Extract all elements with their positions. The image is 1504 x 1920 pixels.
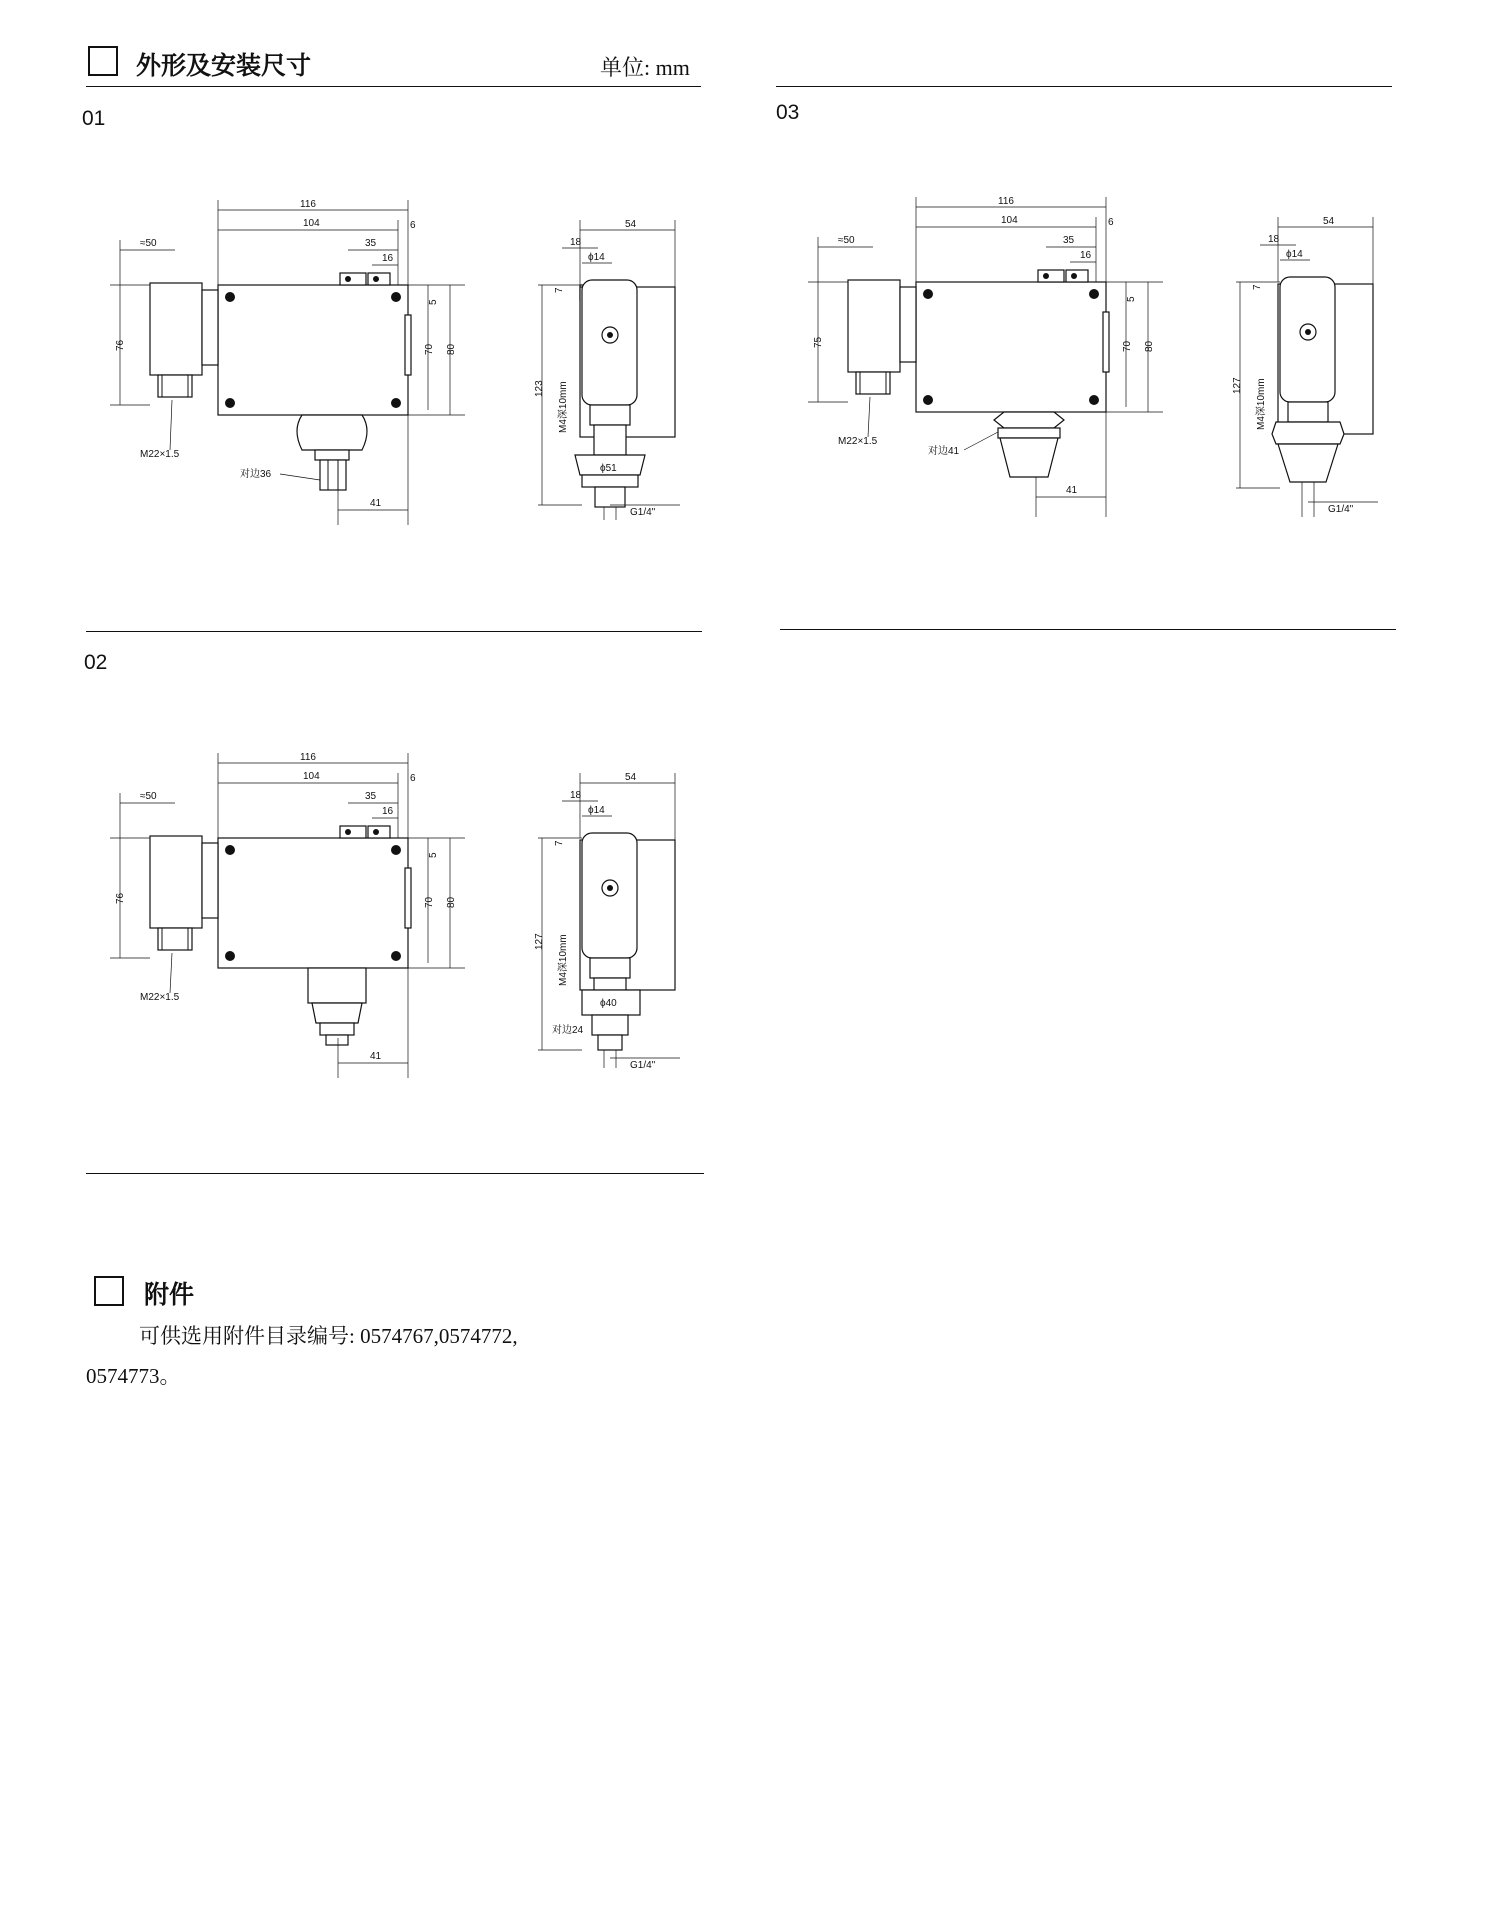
dim-7: 7 bbox=[554, 840, 565, 846]
section-checkbox bbox=[88, 46, 118, 76]
dim-18: 18 bbox=[570, 237, 582, 248]
dim-d14: ϕ14 bbox=[588, 805, 605, 816]
dim-41: 41 bbox=[370, 498, 382, 509]
dim-50: ≈50 bbox=[140, 791, 157, 802]
rule-01-bottom bbox=[86, 631, 702, 632]
accessories-line-1: 可供选用附件目录编号: 0574767,0574772, bbox=[139, 1324, 518, 1348]
dim-m4: M4深10mm bbox=[558, 934, 569, 986]
dim-116: 116 bbox=[300, 199, 316, 210]
dim-80: 80 bbox=[446, 896, 457, 908]
thread-label: M22×1.5 bbox=[838, 436, 878, 447]
dim-70: 70 bbox=[1122, 340, 1133, 352]
dim-127: 127 bbox=[1232, 377, 1243, 394]
dim-6: 6 bbox=[410, 773, 416, 784]
dim-70: 70 bbox=[424, 896, 435, 908]
dim-35: 35 bbox=[365, 238, 377, 249]
dim-m4: M4深10mm bbox=[558, 381, 569, 433]
dim-123: 123 bbox=[534, 380, 545, 397]
dim-g: G1/4" bbox=[1328, 504, 1354, 515]
dim-6: 6 bbox=[1108, 217, 1114, 228]
drawing-01-side-view bbox=[530, 215, 710, 535]
drawing-03-side-view bbox=[1228, 212, 1408, 532]
hex-label: 对边24 bbox=[552, 1025, 584, 1036]
dim-127: 127 bbox=[534, 933, 545, 950]
drawing-01-front-view bbox=[110, 195, 480, 535]
dim-16: 16 bbox=[1080, 250, 1092, 261]
accessories-checkbox bbox=[94, 1276, 124, 1306]
drawing-label-01: 01 bbox=[82, 107, 106, 130]
dim-18: 18 bbox=[1268, 234, 1280, 245]
hex-label: 对边36 bbox=[240, 469, 272, 480]
dim-70: 70 bbox=[424, 343, 435, 355]
drawing-label-02: 02 bbox=[84, 651, 108, 674]
dim-6: 6 bbox=[410, 220, 416, 231]
drawing-02-side-view bbox=[530, 768, 710, 1088]
dim-g: G1/4" bbox=[630, 1060, 656, 1071]
dim-50: ≈50 bbox=[140, 238, 157, 249]
dim-16: 16 bbox=[382, 806, 394, 817]
accessories-line-2: 0574773。 bbox=[86, 1364, 181, 1388]
dim-41: 41 bbox=[370, 1051, 382, 1062]
dim-d14: ϕ14 bbox=[588, 252, 605, 263]
dim-80: 80 bbox=[446, 343, 457, 355]
dim-m4: M4深10mm bbox=[1256, 378, 1267, 430]
dim-75: 75 bbox=[813, 336, 824, 348]
dim-16: 16 bbox=[382, 253, 394, 264]
rule-02-bottom bbox=[86, 1173, 704, 1174]
dim-80: 80 bbox=[1144, 340, 1155, 352]
dim-5: 5 bbox=[428, 852, 439, 858]
dim-76: 76 bbox=[115, 339, 126, 351]
header-rule-left bbox=[86, 86, 701, 87]
thread-label: M22×1.5 bbox=[140, 449, 180, 460]
dim-104: 104 bbox=[303, 218, 320, 229]
dim-41: 41 bbox=[1066, 485, 1078, 496]
dim-54: 54 bbox=[625, 772, 637, 783]
unit-label: 单位: mm bbox=[600, 55, 690, 80]
dim-g: G1/4" bbox=[630, 507, 656, 518]
hex-label: 对边41 bbox=[928, 446, 960, 457]
dim-116: 116 bbox=[300, 752, 316, 763]
dim-35: 35 bbox=[365, 791, 377, 802]
dim-d51: ϕ51 bbox=[600, 463, 617, 474]
dim-7: 7 bbox=[554, 287, 565, 293]
dim-5: 5 bbox=[1126, 296, 1137, 302]
dim-54: 54 bbox=[625, 219, 637, 230]
dim-76: 76 bbox=[115, 892, 126, 904]
dim-50: ≈50 bbox=[838, 235, 855, 246]
section-title: 外形及安装尺寸 bbox=[136, 51, 312, 80]
dim-116: 116 bbox=[998, 196, 1014, 207]
drawing-label-03: 03 bbox=[776, 101, 800, 124]
rule-03-bottom bbox=[780, 629, 1396, 630]
dim-104: 104 bbox=[303, 771, 320, 782]
dim-5: 5 bbox=[428, 299, 439, 305]
accessories-title: 附件 bbox=[144, 1280, 195, 1309]
dim-d40: ϕ40 bbox=[600, 998, 617, 1009]
dim-7: 7 bbox=[1252, 284, 1263, 290]
thread-label: M22×1.5 bbox=[140, 992, 180, 1003]
drawing-03-front-view bbox=[808, 192, 1178, 532]
drawing-02-front-view bbox=[110, 748, 480, 1088]
dim-18: 18 bbox=[570, 790, 582, 801]
dim-35: 35 bbox=[1063, 235, 1075, 246]
dim-104: 104 bbox=[1001, 215, 1018, 226]
header-rule-right bbox=[776, 86, 1392, 87]
dim-d14: ϕ14 bbox=[1286, 249, 1303, 260]
dim-54: 54 bbox=[1323, 216, 1335, 227]
